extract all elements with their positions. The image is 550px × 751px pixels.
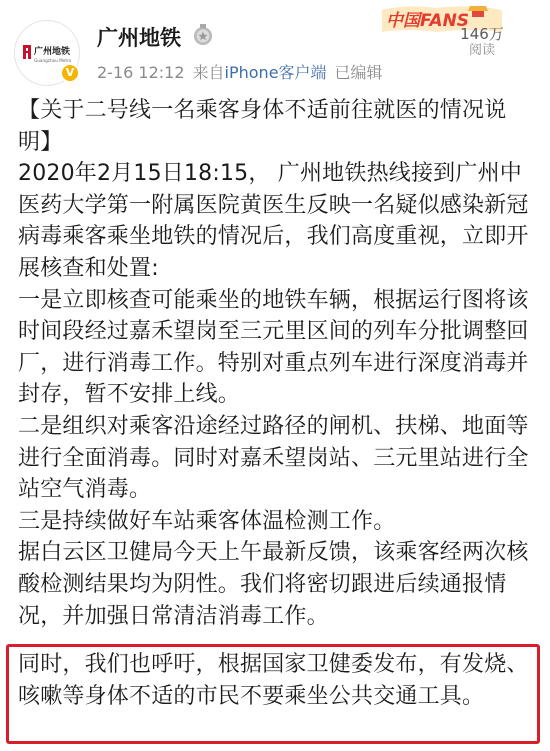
post-header xyxy=(0,0,550,90)
post-title: 【关于二号线一名乘客身体不适前往就医的情况说明】 xyxy=(18,98,507,155)
source-client-link[interactable]: iPhone客户端 xyxy=(224,63,327,82)
read-label: 阅读 xyxy=(468,43,495,58)
post-timestamp: 2-16 12:12 xyxy=(97,63,185,82)
account-name[interactable]: 广州地铁 xyxy=(97,26,181,50)
read-count: 146万 xyxy=(460,25,504,43)
edited-label[interactable]: 已编辑 xyxy=(334,63,383,82)
measure-3: 三是持续做好车站乘客体温检测工作。 xyxy=(18,508,396,534)
post-body xyxy=(18,95,538,632)
verified-v-icon: V xyxy=(60,63,80,83)
source-prefix: 来自 xyxy=(192,63,225,82)
measure-2: 二是组织对乘客沿途经过路径的闸机、扶梯、地面等进行全面消毒。同时对嘉禾望岗站、三元里站进行全站空气消毒。 xyxy=(18,413,529,503)
post-meta xyxy=(97,60,383,83)
measure-1: 一是立即核查可能乘坐的地铁车辆，根据运行图将该时间段经过嘉禾望岗至三元里区间的列车分批调整回厂，进行消毒工作。特别对重点列车进行深度消毒并封存，暂不安排上线。 xyxy=(18,287,529,408)
test-result-update: 据白云区卫健局今天上午最新反馈，该乘客经两次核酸检测结果均为阴性。我们将密切跟进后续通报情况，并加强日常清洁消毒工作。 xyxy=(18,540,529,629)
fans-banner-text: 中国FANS xyxy=(386,11,470,31)
public-appeal-text: 同时，我们也呼吁，根据国家卫健委发布，有发烧、咳嗽等身体不适的市民不要乘坐公共交通工具。 xyxy=(18,652,529,709)
avatar-logo-text: 广州地铁 xyxy=(34,47,71,57)
post-intro: 2020年2月15日18:15， 广州地铁热线接到广州中医药大学第一附属医院黄医生反映一名疑似感染新冠病毒乘客乘坐地铁的情况后，我们高度重视，立即开展核查和处置: xyxy=(18,161,529,281)
medal-icon[interactable] xyxy=(192,24,214,46)
avatar-logo-subtext: Guangzhou Metro xyxy=(34,58,72,63)
